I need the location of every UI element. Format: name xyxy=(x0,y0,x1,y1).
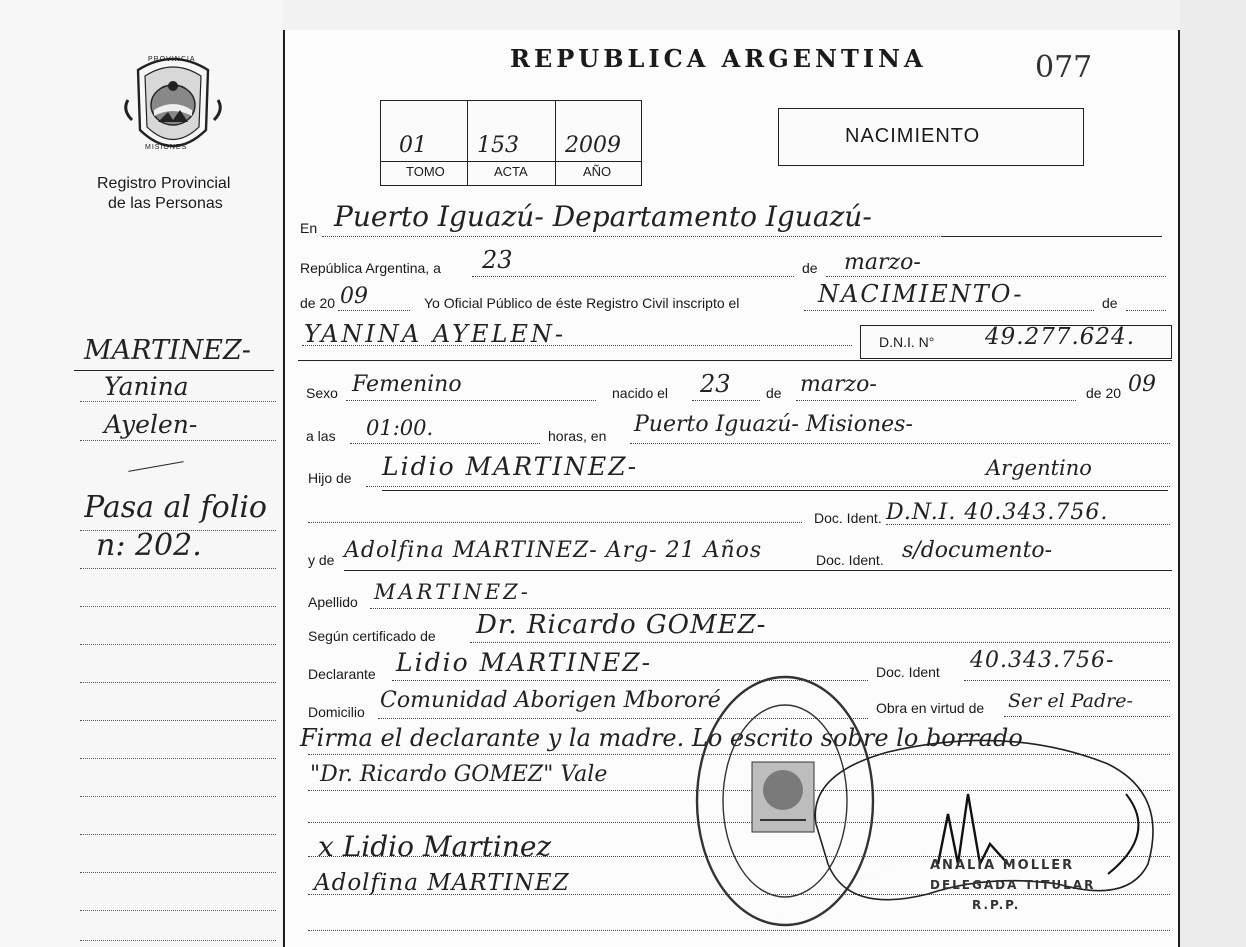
obra-line xyxy=(1004,716,1170,717)
declarante-label: Declarante xyxy=(308,666,376,682)
year-prefix: de 20 xyxy=(300,295,336,311)
certificado-label: Según certificado de xyxy=(308,628,436,644)
record-type-label: NACIMIENTO xyxy=(845,125,981,147)
domicilio-label: Domicilio xyxy=(308,704,365,720)
de-label-2: de xyxy=(1102,295,1118,311)
acta-value: 153 xyxy=(477,133,519,158)
day-line xyxy=(472,276,794,277)
birth-day: 23 xyxy=(700,370,731,398)
apellido-line xyxy=(370,608,1170,609)
country-title: REPUBLICA ARGENTINA xyxy=(510,44,927,73)
obra-value: Ser el Padre- xyxy=(1008,690,1133,712)
de-label-3: de xyxy=(766,385,782,401)
right-page-edge xyxy=(1180,0,1246,947)
birth-month-line xyxy=(796,400,1076,401)
margin-ruled-line xyxy=(80,720,276,721)
apellido-value: MARTINEZ- xyxy=(374,580,531,604)
officer-name: ANALIA MOLLER xyxy=(930,858,1075,873)
dni-box xyxy=(860,325,1172,359)
sexo-line xyxy=(346,400,596,401)
mother-name: Adolfina MARTINEZ- Arg- 21 Años xyxy=(344,538,763,563)
registry-name-line2: de las Personas xyxy=(108,195,223,212)
sexo-label: Sexo xyxy=(306,385,338,401)
anio-label: AÑO xyxy=(583,164,612,179)
margin-ruled-line xyxy=(80,440,276,441)
note-line2: "Dr. Ricardo GOMEZ" Vale xyxy=(310,762,608,787)
margin-ruled-line xyxy=(80,401,276,402)
mother-doc-label: Doc. Ident. xyxy=(816,552,884,568)
inscription-line xyxy=(804,310,1094,311)
margin-surname: MARTINEZ- xyxy=(84,335,251,366)
month-value: marzo- xyxy=(844,250,921,275)
margin-ruled-line xyxy=(80,606,276,607)
certificado-line xyxy=(470,642,1170,643)
tomo-label: TOMO xyxy=(406,164,445,179)
declarante-doc-line xyxy=(964,680,1170,681)
hijo-de-label: Hijo de xyxy=(308,470,352,486)
birth-day-line xyxy=(692,400,760,401)
birth-place: Puerto Iguazú- Misiones- xyxy=(634,412,913,437)
birth-year-suffix: 09 xyxy=(1128,372,1156,397)
hour-line xyxy=(350,443,540,444)
declarante-doc: 40.343.756- xyxy=(970,648,1115,673)
father-doc-line xyxy=(886,524,1170,525)
margin-ruled-line xyxy=(80,910,276,911)
anio-value: 2009 xyxy=(565,133,621,158)
father-nationality: Argentino xyxy=(986,456,1092,480)
registry-name-line1: Registro Provincial xyxy=(97,175,231,192)
horas-en-label: horas, en xyxy=(548,428,607,444)
father-name: Lidio MARTINEZ- xyxy=(382,452,639,481)
a-las-label: a las xyxy=(306,428,336,444)
margin-ruled-line xyxy=(80,796,276,797)
year-line xyxy=(338,310,410,311)
margin-ruled-line xyxy=(80,530,276,531)
birth-month: marzo- xyxy=(800,372,877,397)
margin-note-line2: n: 202. xyxy=(96,528,202,563)
de-line-2 xyxy=(1126,310,1166,311)
sexo-value: Femenino xyxy=(352,372,462,397)
inscription-type: NACIMIENTO- xyxy=(818,280,1024,308)
child-names: YANINA AYELEN- xyxy=(304,320,567,348)
father-underline xyxy=(382,490,1168,491)
seal-top-text: PROVINCIA xyxy=(148,56,196,63)
volume-box xyxy=(380,100,642,186)
record-type-box xyxy=(778,108,1084,166)
y-de-label: y de xyxy=(308,552,335,568)
day-value: 23 xyxy=(482,246,513,274)
nacido-label: nacido el xyxy=(612,385,669,401)
section-divider xyxy=(298,360,1172,361)
birth-place-line xyxy=(630,443,1170,444)
margin-ruled-line xyxy=(80,568,276,569)
folio-number: 077 xyxy=(1035,50,1093,85)
note-line1: Firma el declarante y la madre. Lo escrito sobre lo borrado xyxy=(300,724,1023,752)
hour-value: 01:00. xyxy=(366,416,434,440)
place-line xyxy=(322,236,942,237)
margin-ruled-line xyxy=(80,644,276,645)
margin-note-line1: Pasa al folio xyxy=(84,490,267,525)
republica-label: República Argentina, a xyxy=(300,260,441,276)
father-line xyxy=(366,486,1170,487)
margin-ruled-line xyxy=(80,940,276,941)
mother-line xyxy=(344,570,1172,571)
domicilio-value: Comunidad Aborigen Mbororé xyxy=(380,688,721,713)
margin-first-name: Yanina xyxy=(104,372,189,401)
dni-label: D.N.I. N° xyxy=(879,334,935,350)
margin-ruled-line xyxy=(80,758,276,759)
declarante-doc-label: Doc. Ident xyxy=(876,664,940,680)
acta-label: ACTA xyxy=(494,164,528,179)
margin-surname-underline xyxy=(74,370,274,371)
declarant-signature: x Lidio Martinez xyxy=(318,830,552,863)
child-names-line xyxy=(302,345,852,346)
en-label: En xyxy=(300,220,318,236)
birth-year-prefix: de 20 xyxy=(1086,385,1122,401)
margin-second-name: Ayelen- xyxy=(104,410,198,439)
place-line-end xyxy=(942,236,1162,237)
year-suffix: 09 xyxy=(340,284,368,309)
father-doc-blank-line xyxy=(308,522,802,523)
mother-signature: Adolfina MARTINEZ xyxy=(314,870,570,896)
margin-ruled-line xyxy=(80,834,276,835)
place-value: Puerto Iguazú- Departamento Iguazú- xyxy=(334,200,872,233)
certificado-value: Dr. Ricardo GOMEZ- xyxy=(476,610,767,640)
mother-doc: s/documento- xyxy=(902,538,1053,563)
tomo-value: 01 xyxy=(399,133,427,158)
month-line xyxy=(826,276,1166,277)
de-label-1: de xyxy=(802,260,818,276)
margin-ruled-line xyxy=(80,682,276,683)
officer-title: DELEGADA TITULAR xyxy=(930,878,1096,892)
seal-bottom-text: MISIONES xyxy=(145,144,188,151)
officer-office: R.P.P. xyxy=(972,898,1021,912)
obra-label: Obra en virtud de xyxy=(876,700,985,716)
father-doc: D.N.I. 40.343.756. xyxy=(886,500,1109,525)
apellido-label: Apellido xyxy=(308,594,358,610)
dni-value: 49.277.624. xyxy=(985,324,1135,350)
declarante-value: Lidio MARTINEZ- xyxy=(396,648,653,677)
father-doc-label: Doc. Ident. xyxy=(814,510,882,526)
margin-ruled-line xyxy=(80,872,276,873)
officer-signature-mark xyxy=(808,724,1178,924)
oficial-text: Yo Oficial Público de éste Registro Civil inscripto el xyxy=(424,295,740,311)
